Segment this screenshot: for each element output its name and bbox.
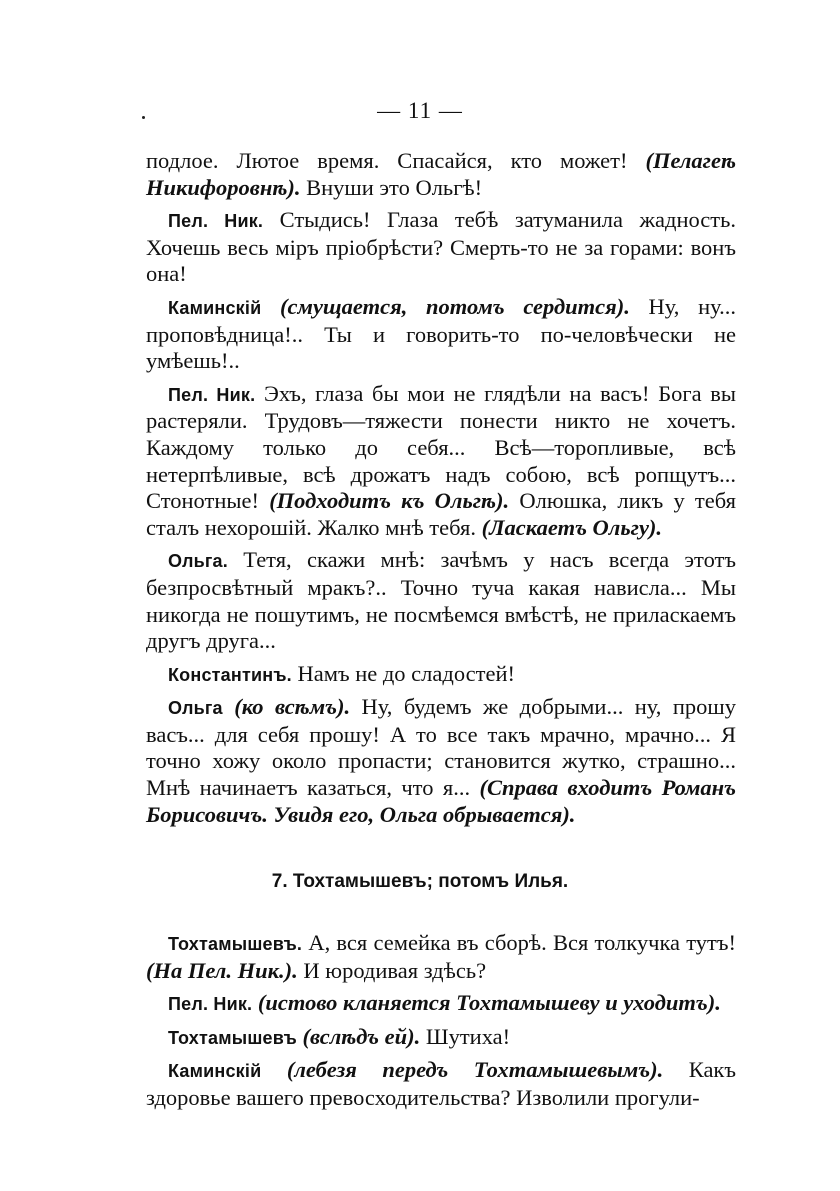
dialogue-paragraph: [146, 207, 736, 288]
dialogue-paragraph: [146, 1024, 736, 1052]
dialogue-text: Намъ не до сладостей!: [291, 660, 515, 686]
dialogue-paragraph: [146, 930, 736, 984]
stage-direction: (смущается, потомъ сердится).: [261, 293, 630, 319]
stage-direction: (лебезя передъ Тохтамышевымъ).: [261, 1057, 664, 1083]
page-number: — 11 —: [377, 98, 463, 123]
stage-direction: (Справа входитъ Романъ Борисовичъ. Увидя его, Ольга обрывается).: [146, 775, 736, 827]
speaker-name: Каминскій: [168, 297, 262, 318]
print-speck: [142, 116, 145, 119]
speaker-name: Пел. Ник.: [168, 994, 253, 1015]
dialogue-text: Стыдись! Глаза тебѣ затуманила жадность. Хочешь весь міръ пріобрѣсти? Смерть-то не за горами: вонъ она!: [146, 207, 736, 287]
dialogue-paragraph: [146, 694, 736, 828]
dialogue-paragraph: [146, 661, 736, 689]
dialogue-text: Эхъ, глаза бы мои не глядѣли на васъ! Бога вы растеряли. Трудовъ—тяжести понести никто не хочетъ. Каждому только до себя... Всѣ—торопливые, всѣ нетерпѣливые, всѣ дрожатъ надъ собою, всѣ ропщутъ... Стонотные!: [146, 380, 736, 514]
dialogue-text: Шутиха!: [420, 1023, 511, 1049]
stage-direction: (Пелагеѣ Никифоровнѣ).: [146, 148, 736, 200]
scene-heading: 7. Тохтамышевъ; потомъ Илья.: [271, 871, 569, 892]
stage-direction: (ко всѣмъ).: [222, 694, 351, 720]
text-block-1: [146, 148, 736, 834]
stage-direction: (Ласкаетъ Ольгу).: [481, 514, 663, 540]
speaker-name: Ольга.: [168, 551, 228, 572]
dialogue-text: Олюшка, ликъ у тебя сталъ нехорошій. Жалко мнѣ тебя.: [146, 488, 736, 540]
dialogue-text: подлое. Лютое время. Спасайся, кто может!: [146, 148, 646, 173]
speaker-name: Пел. Ник.: [168, 211, 264, 232]
speaker-name: Тохтамышевъ.: [168, 934, 303, 954]
dialogue-text: Тетя, скажи мнѣ: зачѣмъ у насъ всегда этотъ безпросвѣтный мракъ?.. Точно туча какая нависла... Мы никогда не пошутимъ, не посмѣемся вмѣстѣ, не приласкаемъ другъ друга...: [146, 547, 736, 654]
dialogue-paragraph: [146, 990, 736, 1018]
dialogue-text: Ну, будемъ же добрыми... ну, прошу васъ... для себя прошу! А то все такъ мрачно, мрачно... Я точно хожу около пропасти; становится жутко, страшно... Мнѣ начинаетъ казаться, что я...: [146, 694, 736, 801]
stage-direction: (Подходитъ къ Ольгѣ).: [269, 488, 510, 514]
dialogue-text: А, вся семейка въ сборѣ. Вся толкучка тутъ!: [302, 930, 736, 955]
speaker-name: Ольга: [168, 698, 223, 719]
dialogue-text: И юродивая здѣсь?: [297, 957, 487, 983]
speaker-name: Тохтамышевъ: [168, 1027, 297, 1048]
dialogue-paragraph: [146, 381, 736, 542]
stage-direction: (истово кланяется Тохтамышеву и уходитъ).: [252, 990, 721, 1016]
dialogue-text: Какъ здоровье вашего превосходительства? Изволили прогули-: [146, 1057, 736, 1110]
dialogue-text: Внуши это Ольгѣ!: [300, 174, 483, 200]
speaker-name: Пел. Ник.: [168, 384, 256, 405]
speaker-name: Константинъ.: [168, 664, 292, 685]
dialogue-paragraph: [146, 547, 736, 654]
dialogue-paragraph: [146, 1057, 736, 1111]
text-block-2: [146, 930, 736, 1118]
dialogue-paragraph: [146, 294, 736, 375]
dialogue-paragraph: [146, 148, 736, 201]
stage-direction: (На Пел. Ник.).: [146, 957, 298, 983]
stage-direction: (вслѣдъ ей).: [296, 1023, 421, 1049]
dialogue-text: Ну, ну... проповѣдница!.. Ты и говорить-то по-человѣчески не умѣешь!..: [146, 293, 736, 374]
speaker-name: Каминскій: [168, 1061, 262, 1082]
